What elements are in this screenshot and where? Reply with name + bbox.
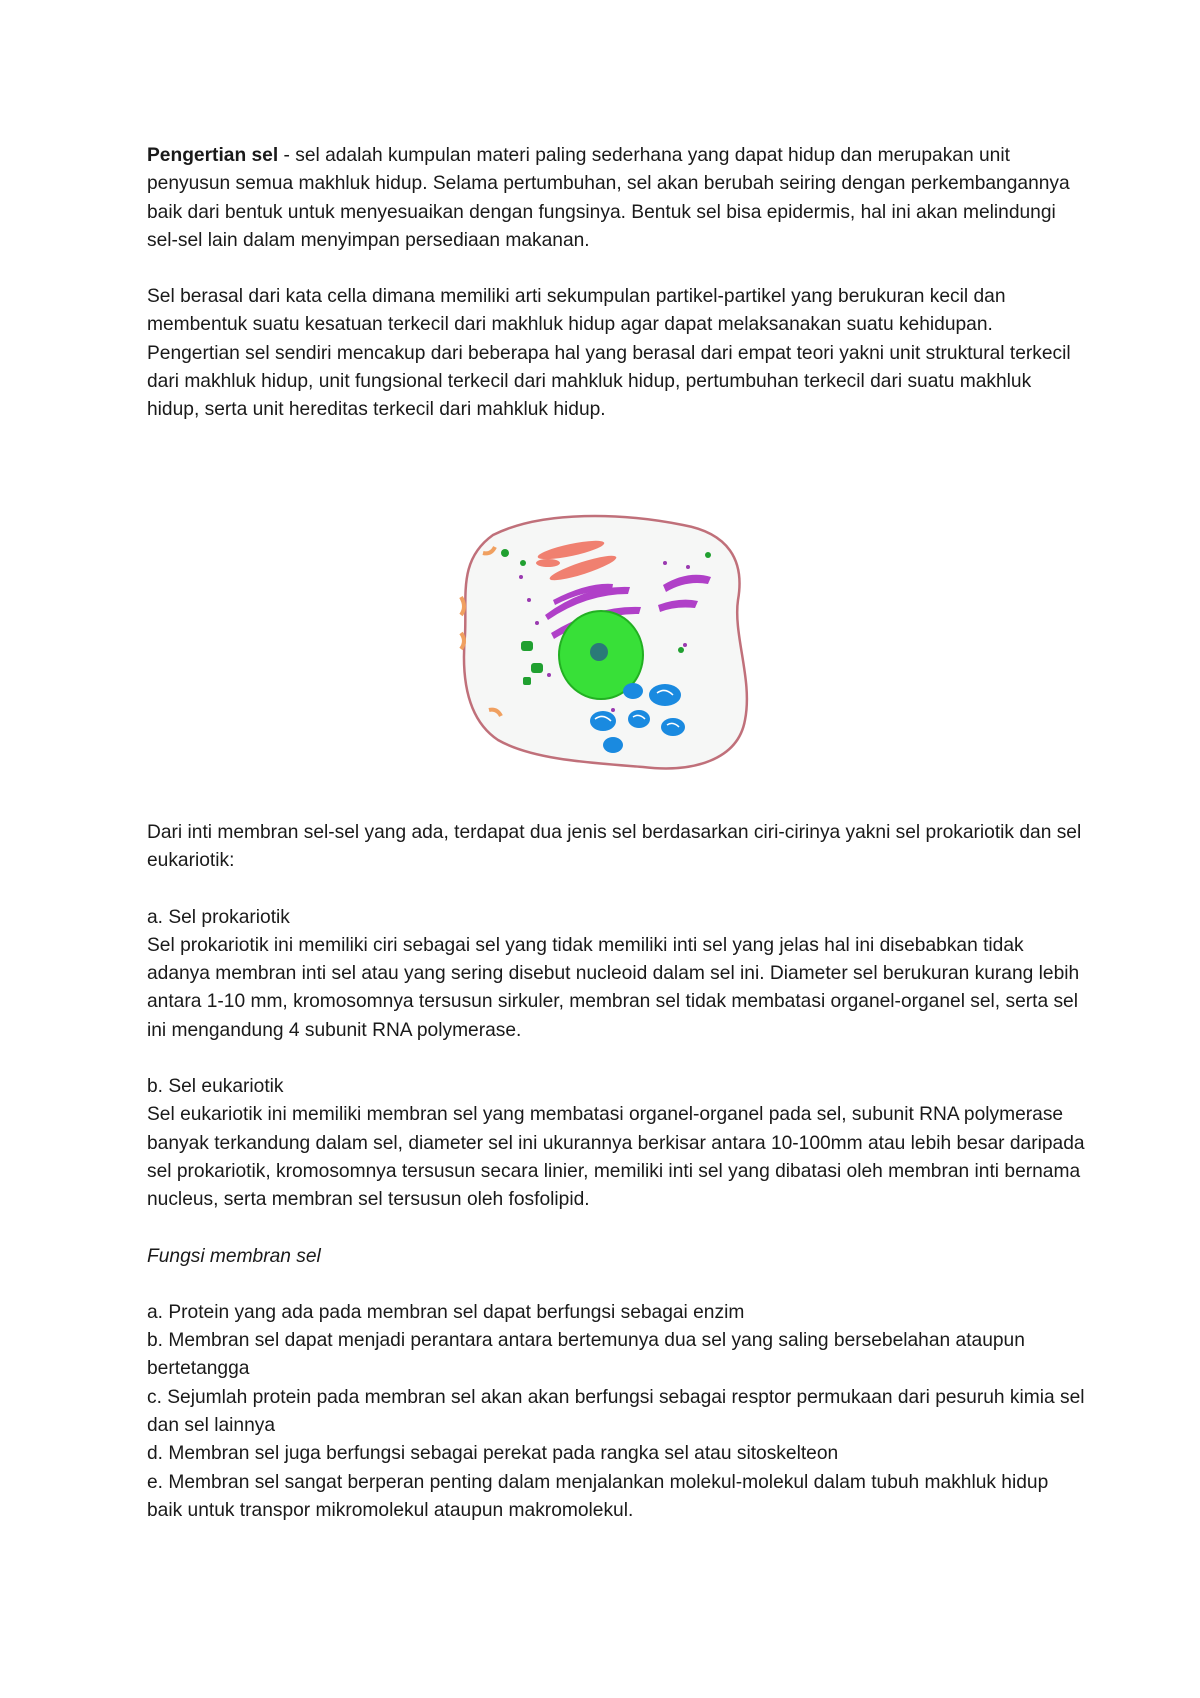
- fungsi-item: c. Sejumlah protein pada membran sel akan akan berfungsi sebagai resptor permukaan dari pesuruh kimia sel dan sel lainnya: [147, 1386, 1085, 1437]
- nucleolus: [590, 643, 608, 661]
- eukariotik-heading: b. Sel eukariotik: [147, 1076, 284, 1098]
- intro-term: Pengertian sel: [147, 145, 279, 166]
- fungsi-heading: Fungsi membran sel: [147, 1245, 321, 1267]
- paragraph-origin: Sel berasal dari kata cella dimana memiliki arti sekumpulan partikel-partikel yang berukuran kecil dan membentuk suatu kesatuan terkecil dari makhluk hidup agar dapat melaksanakan suatu kehidupan. Pengertian sel sendiri mencakup dari beberapa hal yang berasal dari empat teori yakni unit struktural terkecil dari makhluk hidup, unit fungsional terkecil dari mahkluk hidup, pertumbuhan terkecil dari suatu makhluk hidup, serta unit hereditas terkecil dari mahkluk hidup.: [147, 286, 1071, 421]
- fungsi-item: a. Protein yang ada pada membran sel dapat berfungsi sebagai enzim: [147, 1301, 745, 1323]
- prokariotik-heading: a. Sel prokariotik: [147, 906, 290, 928]
- prokariotik-text: Sel prokariotik ini memiliki ciri sebagai sel yang tidak memiliki inti sel yang jelas hal ini disebabkan tidak adanya membran inti sel atau yang sering disebut nucleoid dalam sel ini. Diameter sel berukuran kurang lebih antara 1-10 mm, kromosomnya tersusun sirkuler, membran sel tidak membatasi organel-organel sel, serta sel ini mengandung 4 subunit RNA polymerase.: [147, 934, 1080, 1041]
- eukariotik-text: Sel eukariotik ini memiliki membran sel yang membatasi organel-organel pada sel, subunit RNA polymerase banyak terkandung dalam sel, diameter sel ini ukurannya berkisar antara 10-100mm atau lebih besar daripada sel prokariotik, kromosomnya tersusun secara linier, memiliki inti sel yang dibatasi oleh membran inti bernama nucleus, serta membran sel tersusun oleh fosfolipid.: [147, 1104, 1085, 1211]
- intro-paragraph: [147, 142, 1087, 255]
- intro-text: - sel adalah kumpulan materi paling sederhana yang dapat hidup dan merupakan unit penyusun semua makhluk hidup. Selama pertumbuhan, sel akan berubah seiring dengan perkembangannya baik dari bentuk untuk menyesuaikan dengan fungsinya. Bentuk sel bisa epidermis, hal ini akan melindungi sel-sel lain dalam menyimpan persediaan makanan.: [147, 145, 1070, 251]
- fungsi-item: d. Membran sel juga berfungsi sebagai perekat pada rangka sel atau sitoskelteon: [147, 1443, 839, 1465]
- document-body: [147, 142, 1087, 425]
- fungsi-item: e. Membran sel sangat berperan penting dalam menjalankan molekul-molekul dalam tubuh makhluk hidup baik untuk transpor mikromolekul ataupun makromolekul.: [147, 1471, 1049, 1521]
- cell-illustration: [453, 505, 768, 780]
- fungsi-item: b. Membran sel dapat menjadi perantara antara bertemunya dua sel yang saling bersebelahan ataupun bertetangga: [147, 1330, 1025, 1380]
- document-body-lower: [147, 819, 1087, 1525]
- paragraph-types: Dari inti membran sel-sel yang ada, terdapat dua jenis sel berdasarkan ciri-cirinya yakni sel prokariotik dan sel eukariotik:: [147, 822, 1082, 872]
